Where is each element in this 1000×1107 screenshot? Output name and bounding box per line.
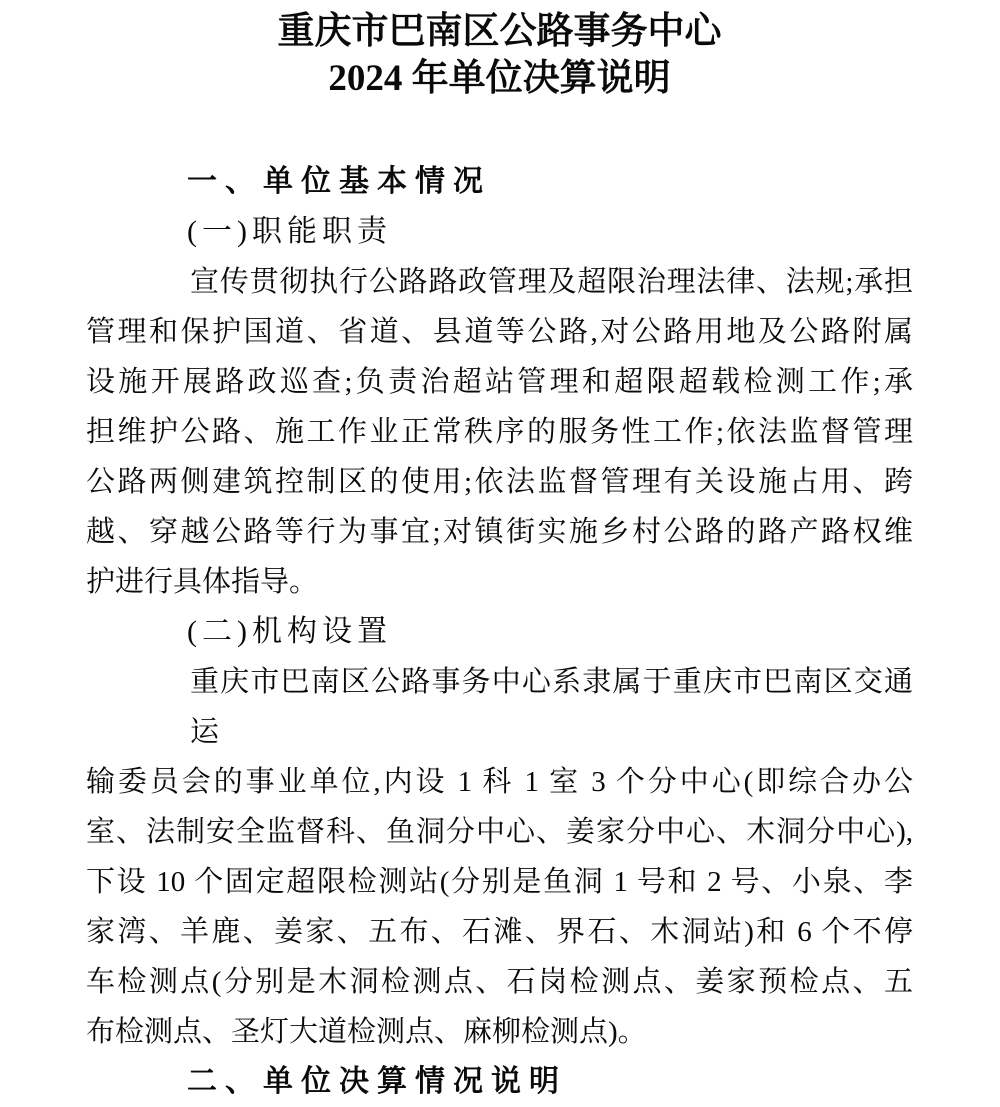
paragraph-line: 家湾、羊鹿、姜家、五布、石滩、界石、木洞站)和 6 个不停 bbox=[86, 916, 913, 948]
paragraph-line: 设施开展路政巡查;负责治超站管理和超限超载检测工作;承 bbox=[86, 366, 913, 398]
paragraph-line: 越、穿越公路等行为事宜;对镇街实施乡村公路的路产路权维 bbox=[86, 516, 913, 548]
paragraph-line: 重庆市巴南区公路事务中心系隶属于重庆市巴南区交通运 bbox=[190, 666, 913, 748]
document-title-line1: 重庆市巴南区公路事务中心 bbox=[277, 11, 722, 52]
paragraph-line: 公路两侧建筑控制区的使用;依法监督管理有关设施占用、跨 bbox=[86, 466, 913, 498]
paragraph-line: 下设 10 个固定超限检测站(分别是鱼洞 1 号和 2 号、小泉、李 bbox=[86, 866, 913, 898]
paragraph-line: 车检测点(分别是木洞检测点、石岗检测点、姜家预检点、五 bbox=[86, 966, 913, 998]
paragraph-line: 担维护公路、施工作业正常秩序的服务性工作;依法监督管理 bbox=[86, 416, 913, 448]
paragraph-line: 输委员会的事业单位,内设 1 科 1 室 3 个分中心(即综合办公 bbox=[86, 766, 913, 798]
document-title-line2: 2024 年单位决算说明 bbox=[328, 58, 671, 99]
document-body bbox=[86, 157, 913, 1107]
paragraph-line: 室、法制安全监督科、鱼洞分中心、姜家分中心、木洞分中心), bbox=[86, 816, 913, 848]
paragraph-line: 管理和保护国道、省道、县道等公路,对公路用地及公路附属 bbox=[86, 316, 913, 348]
paragraph-line: 宣传贯彻执行公路路政管理及超限治理法律、法规;承担 bbox=[190, 266, 913, 298]
section1-sub2-heading: (二)机构设置 bbox=[187, 615, 392, 648]
section1-sub1-heading: (一)职能职责 bbox=[187, 215, 392, 248]
section1-heading: 一、单位基本情况 bbox=[187, 165, 491, 198]
paragraph-line: 布检测点、圣灯大道检测点、麻柳检测点)。 bbox=[86, 1016, 647, 1048]
paragraph-line: 护进行具体指导。 bbox=[86, 566, 319, 598]
document-title bbox=[86, 8, 913, 102]
section2-heading: 二、单位决算情况说明 bbox=[187, 1065, 567, 1098]
